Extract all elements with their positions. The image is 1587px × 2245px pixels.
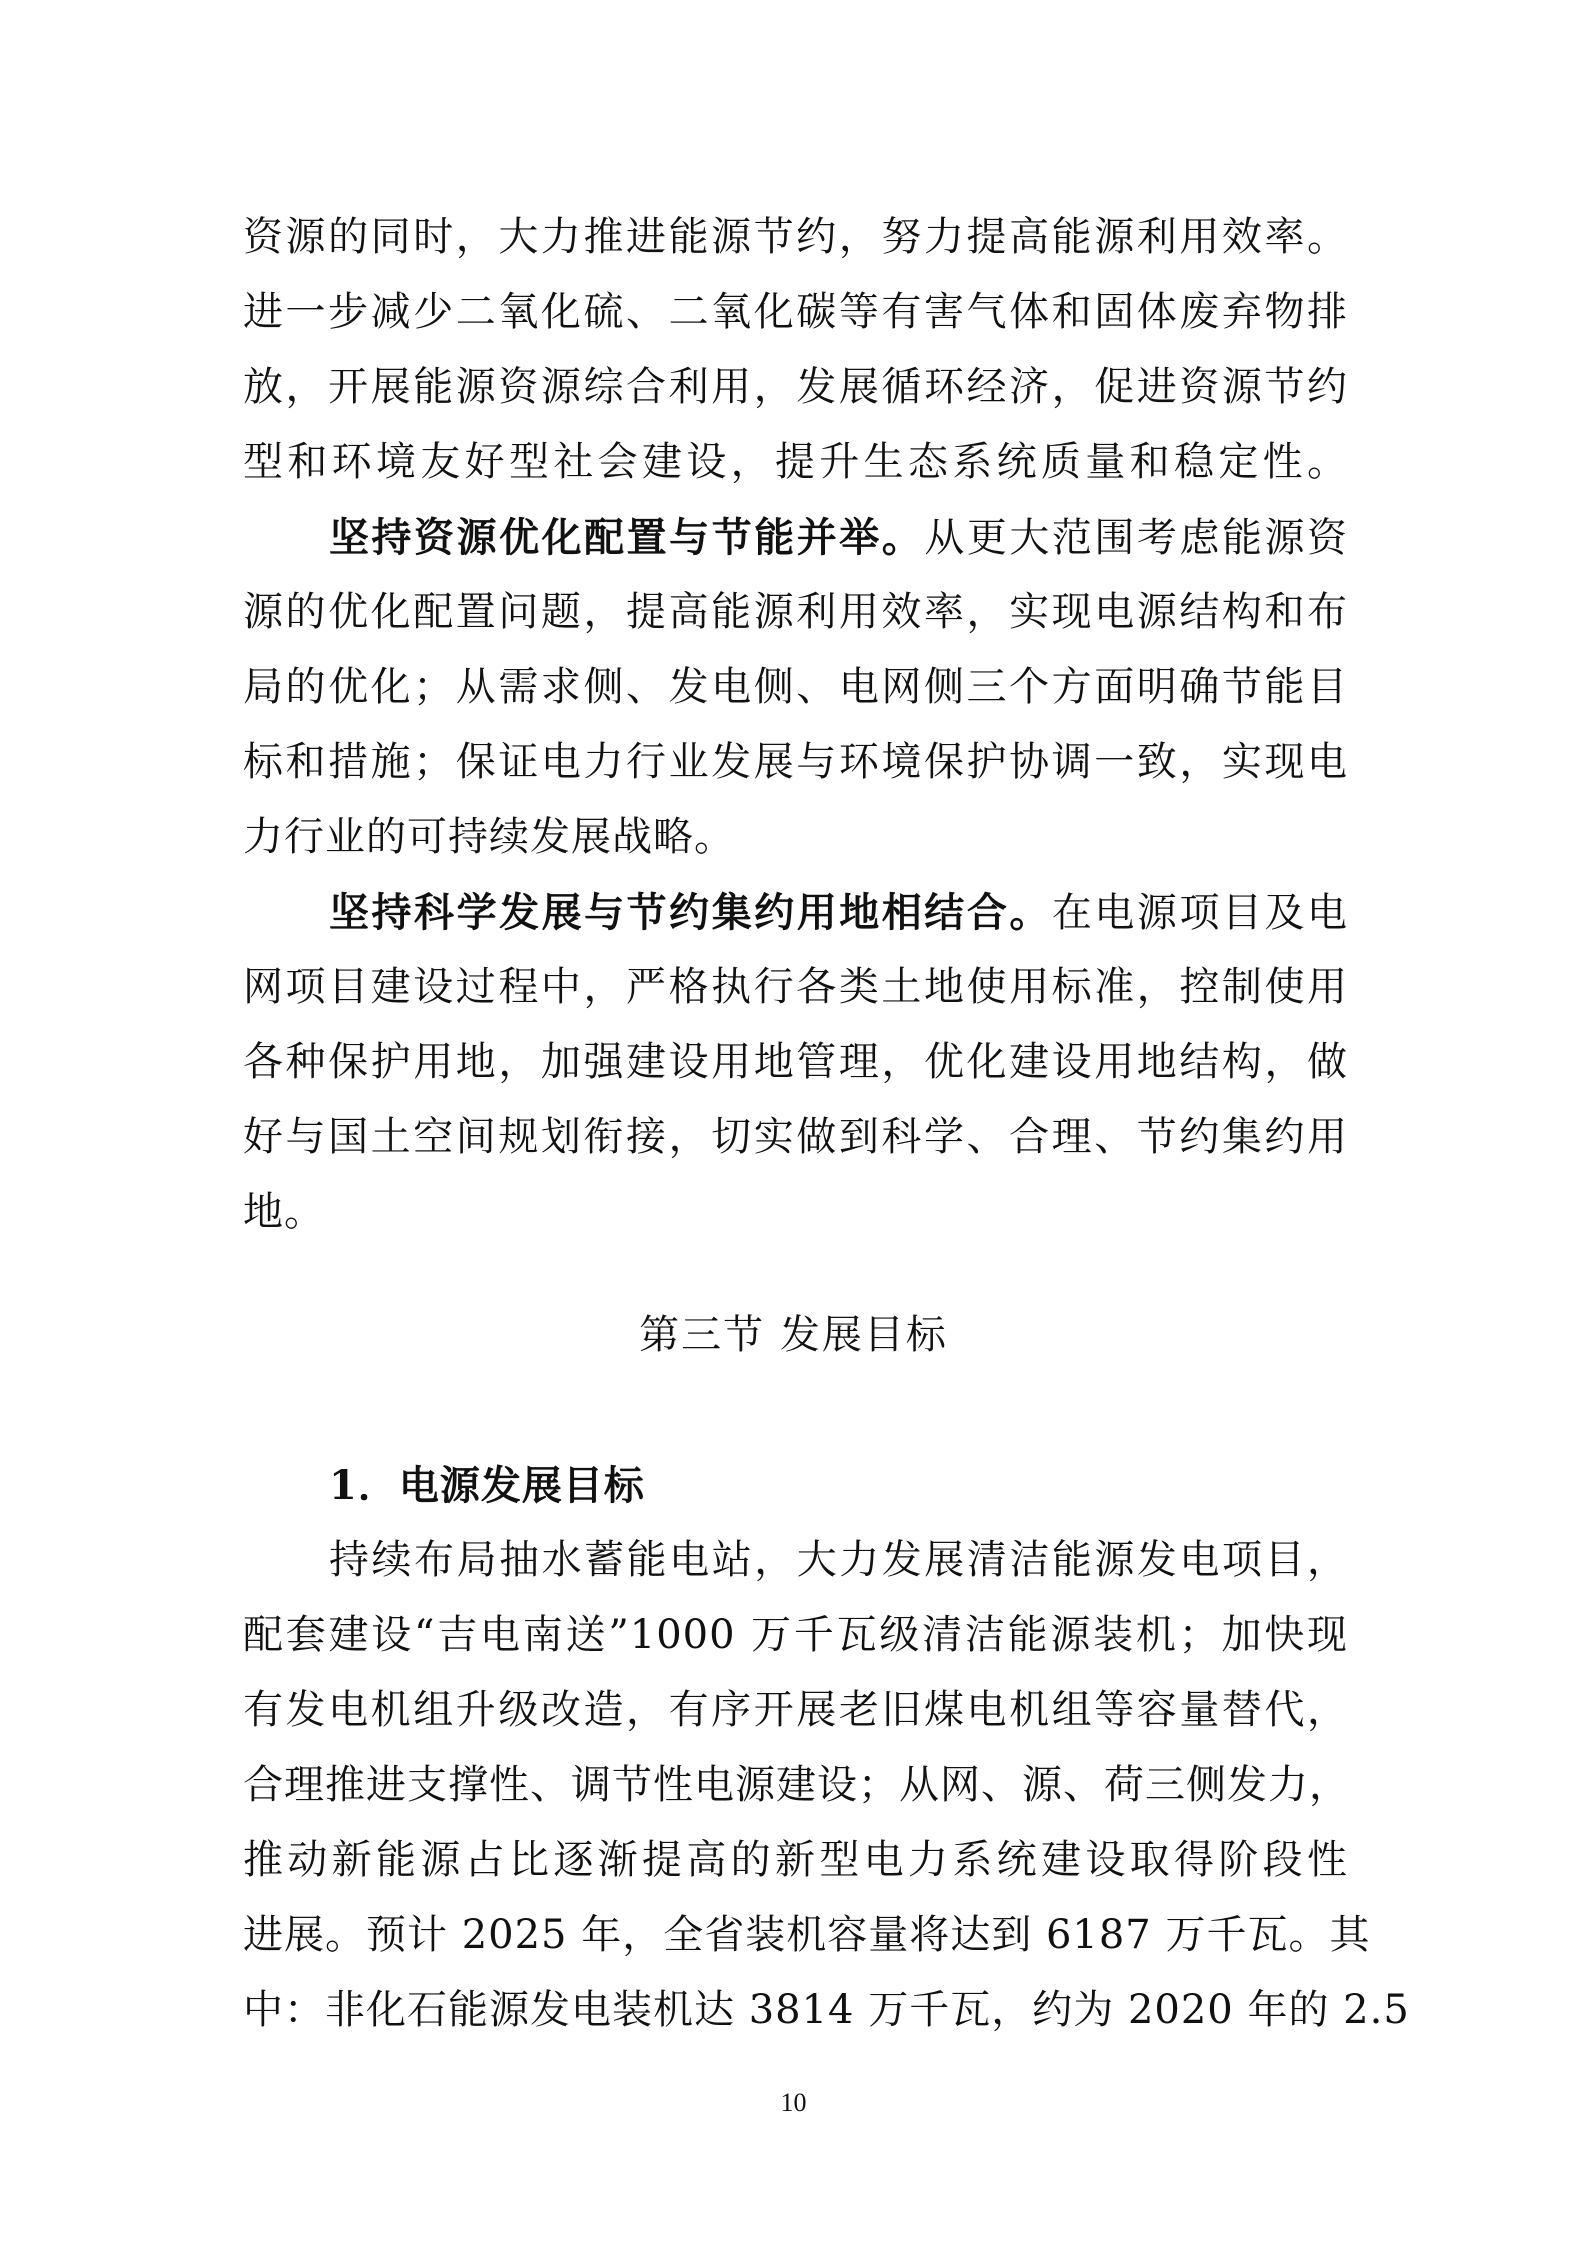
paragraph-land-use (243, 875, 1348, 1250)
text-line: 各种保护用地，加强建设用地管理，优化建设用地结构，做 (243, 1039, 1348, 1085)
paragraph-heading: 坚持科学发展与节约集约用地相结合。 (329, 889, 1052, 936)
text-line: 资源的同时，大力推进能源节约，努力提高能源利用效率。 (243, 214, 1348, 260)
text-line: 放，开展能源资源综合利用，发展循环经济，促进资源节约 (243, 364, 1348, 410)
text-line: 有发电机组升级改造，有序开展老旧煤电机组等容量替代， (243, 1687, 1348, 1733)
text-line: 型和环境友好型社会建设，提升生态系统质量和稳定性。 (243, 439, 1348, 485)
paragraph-energy-saving (243, 200, 1348, 500)
paragraph-text: 从更大范围考虑能源资 (924, 515, 1349, 561)
text-line: 进一步减少二氧化硫、二氧化碳等有害气体和固体废弃物排 (243, 289, 1348, 335)
text-line: 进展。预计 2025 年，全省装机容量将达到 6187 万千瓦。其 (243, 1912, 1371, 1958)
text-line: 源的优化配置问题，提高能源利用效率，实现电源结构和布 (243, 589, 1348, 635)
subsection-title: 1．电源发展目标 (329, 1462, 645, 1509)
text-line (243, 875, 1348, 950)
paragraph-text: 在电源项目及电 (1051, 890, 1349, 936)
section-title: 第三节 发展目标 (639, 1312, 948, 1358)
text-line: 推动新能源占比逐渐提高的新型电力系统建设取得阶段性 (243, 1837, 1348, 1883)
text-line: 力行业的可持续发展战略。 (243, 814, 735, 860)
text-line: 标和措施；保证电力行业发展与环境保护协调一致，实现电 (243, 739, 1348, 785)
text-line: 网项目建设过程中，严格执行各类土地使用标准，控制使用 (243, 964, 1348, 1010)
paragraph-resource-allocation (243, 500, 1348, 875)
text-line: 持续布局抽水蓄能电站，大力发展清洁能源发电项目， (329, 1537, 1348, 1583)
paragraph-power-source-goals (243, 1523, 1410, 2048)
text-line: 局的优化；从需求侧、发电侧、电网侧三个方面明确节能目 (243, 664, 1348, 710)
text-line: 合理推进支撑性、调节性电源建设；从网、源、荷三侧发力， (243, 1762, 1350, 1808)
text-line (243, 500, 1348, 575)
subsection-block (243, 1448, 1348, 1523)
page-number: 10 (780, 2088, 807, 2117)
text-line: 好与国土空间规划衔接，切实做到科学、合理、节约集约用 (243, 1114, 1348, 1160)
paragraph-heading: 坚持资源优化配置与节能并举。 (329, 514, 925, 561)
text-line: 中：非化石能源发电装机达 3814 万千瓦，约为 2020 年的 2.5 (243, 1987, 1410, 2033)
text-line: 配套建设“吉电南送”1000 万千瓦级清洁能源装机；加快现 (243, 1612, 1348, 1658)
text-line: 地。 (243, 1189, 325, 1235)
